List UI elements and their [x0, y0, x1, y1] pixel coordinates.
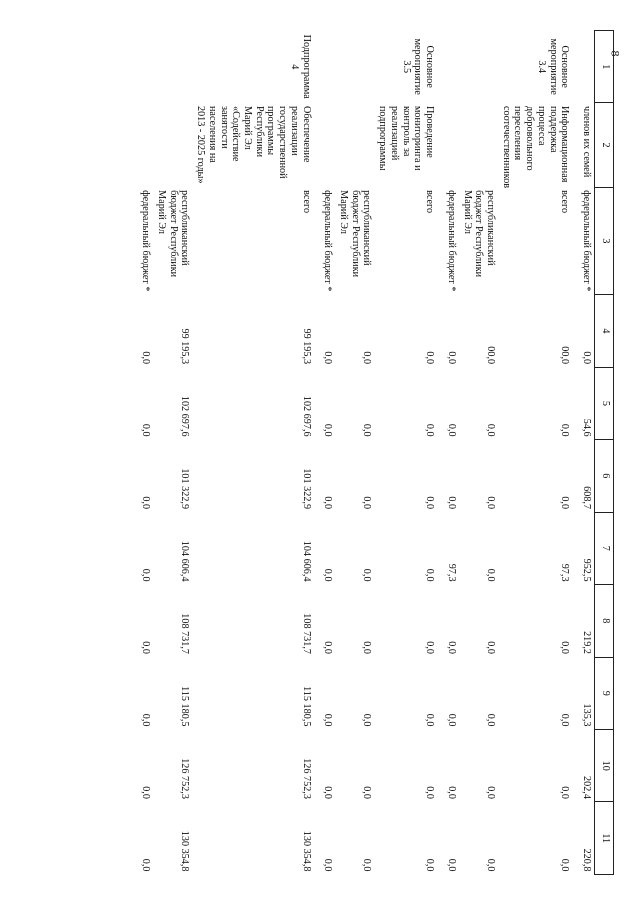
- value-cell: 102 697,6: [179, 395, 191, 437]
- table-row: [192, 31, 319, 875]
- program-cell: Подпрограмма 4: [288, 34, 312, 99]
- column-header: 7: [595, 512, 614, 584]
- activity-cell: [459, 103, 498, 187]
- value-cell: 0,0: [424, 786, 436, 799]
- value-cell: 101 322,9: [179, 468, 191, 510]
- value-cell: 126 752,3: [300, 758, 312, 799]
- value-cell: 0,0: [559, 496, 571, 510]
- value-cell: 952,5: [581, 558, 592, 582]
- value-cell: 0,0: [140, 423, 152, 437]
- activity-cell: [138, 103, 154, 187]
- value-cell: 0,0: [445, 786, 457, 799]
- table-row: [375, 31, 444, 875]
- table-row: [498, 31, 578, 875]
- value-cell: 0,0: [361, 713, 373, 727]
- program-cell: [153, 31, 192, 103]
- value-cell: 0,0: [140, 786, 152, 799]
- value-cell: 00,0: [484, 346, 496, 365]
- program-cell: [459, 31, 498, 103]
- table-row: [578, 31, 594, 875]
- column-header: 4: [595, 295, 614, 367]
- table-row: [459, 31, 498, 875]
- value-cell: 0,0: [484, 568, 496, 582]
- value-cell: 0,0: [140, 641, 152, 654]
- table-row: [335, 31, 374, 875]
- program-cell: [320, 31, 336, 103]
- funding-source-cell: республиканский бюджет Республики Марий Эл: [461, 190, 496, 278]
- value-cell: 0,0: [322, 423, 334, 437]
- funding-source-cell: всего: [300, 190, 312, 214]
- value-cell: 99 195,3: [300, 328, 312, 365]
- program-cell: [578, 31, 594, 103]
- value-cell: 0,0: [445, 351, 457, 365]
- activity-cell: Информационная поддержка процесса добровольного переселения соотечественников: [500, 105, 571, 189]
- value-cell: 104 606,4: [300, 540, 312, 582]
- value-cell: 0,0: [140, 713, 152, 727]
- column-header: 5: [595, 367, 614, 439]
- value-cell: 0,0: [322, 496, 334, 510]
- value-cell: 108 731,7: [300, 613, 312, 654]
- value-cell: 126 752,3: [179, 758, 191, 799]
- value-cell: 00,0: [559, 346, 571, 365]
- program-cell: Основное мероприятие 3.5: [400, 38, 436, 95]
- value-cell: 0,0: [361, 423, 373, 437]
- header-row: [595, 31, 614, 875]
- rotated-table-wrapper: [94, 30, 614, 875]
- value-cell: 0,0: [424, 423, 436, 437]
- value-cell: 0,0: [559, 858, 571, 872]
- activity-cell: [320, 103, 336, 187]
- value-cell: 0,0: [484, 496, 496, 510]
- program-cell: [335, 31, 374, 103]
- page-number: 8: [608, 50, 623, 57]
- value-cell: 0,0: [140, 858, 152, 872]
- value-cell: 104 606,4: [179, 540, 191, 582]
- value-cell: 108 731,7: [179, 613, 191, 654]
- value-cell: 0,0: [322, 858, 334, 872]
- value-cell: 0,0: [322, 351, 334, 365]
- value-cell: 0,0: [361, 351, 373, 365]
- activity-cell: членов их семей: [581, 105, 592, 178]
- value-cell: 0,0: [484, 713, 496, 727]
- program-cell: Основное мероприятие 3.4: [535, 38, 571, 95]
- value-cell: 0,0: [559, 713, 571, 727]
- value-cell: 0,0: [424, 496, 436, 510]
- funding-source-cell: республиканский бюджет Республики Марий Эл: [156, 190, 191, 278]
- activity-cell: [335, 103, 374, 187]
- table-row: [138, 31, 154, 875]
- value-cell: 220,8: [581, 848, 592, 872]
- value-cell: 0,0: [361, 858, 373, 872]
- value-cell: 0,0: [484, 423, 496, 437]
- value-cell: 0,0: [445, 641, 457, 654]
- value-cell: 0,0: [581, 351, 592, 365]
- table-row: [153, 31, 192, 875]
- value-cell: 0,0: [424, 641, 436, 654]
- value-cell: 219,2: [581, 631, 592, 654]
- value-cell: 97,3: [445, 563, 457, 582]
- value-cell: 102 697,6: [300, 395, 312, 437]
- value-cell: 0,0: [140, 351, 152, 365]
- value-cell: 0,0: [361, 496, 373, 510]
- value-cell: 0,0: [322, 713, 334, 727]
- value-cell: 0,0: [445, 496, 457, 510]
- value-cell: 0,0: [361, 641, 373, 654]
- value-cell: 0,0: [445, 858, 457, 872]
- value-cell: 115 180,5: [300, 686, 312, 727]
- value-cell: 0,0: [140, 496, 152, 510]
- funding-source-cell: федеральный бюджет *: [445, 190, 457, 292]
- program-cell: [443, 31, 459, 103]
- value-cell: 130 354,8: [300, 830, 312, 872]
- funding-source-cell: республиканский бюджет Республики Марий Эл: [338, 190, 373, 278]
- value-cell: 101 322,9: [300, 468, 312, 510]
- value-cell: 608,7: [581, 486, 592, 510]
- value-cell: 0,0: [484, 858, 496, 872]
- value-cell: 99 195,3: [179, 328, 191, 365]
- column-header: 6: [595, 440, 614, 512]
- value-cell: 0,0: [361, 568, 373, 582]
- value-cell: 97,3: [559, 563, 571, 582]
- value-cell: 0,0: [559, 423, 571, 437]
- budget-table: [138, 30, 614, 875]
- column-header: 3: [595, 187, 614, 295]
- value-cell: 54,6: [581, 418, 592, 437]
- value-cell: 130 354,8: [179, 830, 191, 872]
- value-cell: 0,0: [322, 568, 334, 582]
- value-cell: 0,0: [424, 351, 436, 365]
- funding-source-cell: федеральный бюджет *: [322, 190, 334, 292]
- table-row: [443, 31, 459, 875]
- program-cell: [138, 31, 154, 103]
- funding-source-cell: всего: [559, 190, 571, 214]
- column-header: 11: [595, 802, 614, 875]
- value-cell: 0,0: [424, 713, 436, 727]
- column-header: 9: [595, 657, 614, 729]
- column-header: 1: [595, 31, 614, 103]
- funding-source-cell: федеральный бюджет *: [581, 190, 592, 292]
- value-cell: 202,4: [581, 776, 592, 799]
- value-cell: 0,0: [424, 568, 436, 582]
- column-header: 2: [595, 103, 614, 187]
- value-cell: 0,0: [140, 568, 152, 582]
- value-cell: 0,0: [559, 641, 571, 654]
- funding-source-cell: федеральный бюджет *: [140, 190, 152, 292]
- value-cell: 115 180,5: [179, 686, 191, 727]
- column-header: 10: [595, 729, 614, 801]
- value-cell: 0,0: [484, 786, 496, 799]
- column-header: 8: [595, 585, 614, 657]
- value-cell: 0,0: [445, 423, 457, 437]
- activity-cell: Обеспечение реализации государственной программы Республики Марий Эл «Содействие занятости населения на 2013 - 2025 годы»: [195, 105, 312, 184]
- value-cell: 0,0: [322, 641, 334, 654]
- value-cell: 0,0: [559, 786, 571, 799]
- value-cell: 135,3: [581, 703, 592, 727]
- table-body: [138, 31, 595, 875]
- value-cell: 0,0: [322, 786, 334, 799]
- activity-cell: [443, 103, 459, 187]
- value-cell: 0,0: [484, 641, 496, 654]
- table-row: [320, 31, 336, 875]
- value-cell: 0,0: [361, 786, 373, 799]
- activity-cell: [153, 103, 192, 187]
- value-cell: 0,0: [445, 713, 457, 727]
- activity-cell: Проведение мониторинга и контроль за реализацией подпрограммы: [377, 105, 436, 171]
- funding-source-cell: всего: [424, 190, 436, 214]
- value-cell: 0,0: [424, 858, 436, 872]
